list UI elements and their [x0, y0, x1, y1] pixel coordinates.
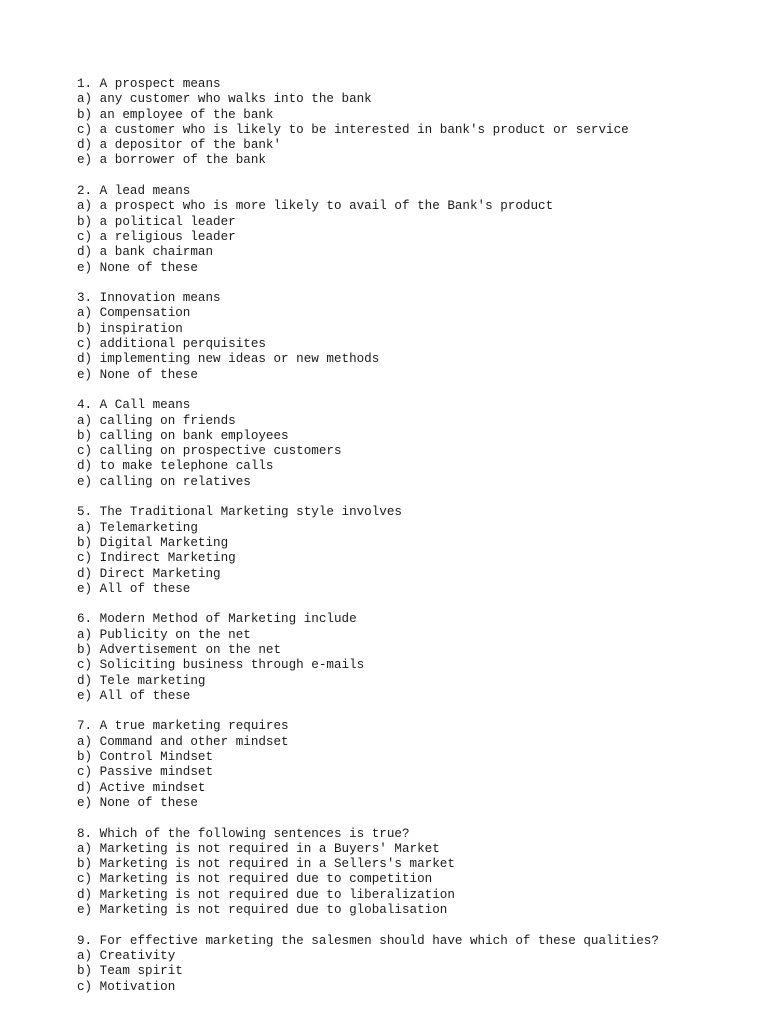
answer-option: d) to make telephone calls	[77, 459, 274, 474]
question-text: 9. For effective marketing the salesmen should have which of these qualities?	[77, 933, 659, 948]
answer-option: b) a political leader	[77, 214, 236, 229]
question-text: 8. Which of the following sentences is true?	[77, 826, 410, 841]
answer-option: b) inspiration	[77, 321, 183, 336]
question-text: 7. A true marketing requires	[77, 719, 289, 734]
answer-option: b) calling on bank employees	[77, 428, 289, 443]
question-text: 3. Innovation means	[77, 291, 221, 306]
answer-option: b) an employee of the bank	[77, 107, 274, 122]
answer-option: c) calling on prospective customers	[77, 444, 342, 459]
answer-option: a) any customer who walks into the bank	[77, 92, 372, 107]
answer-option: b) Advertisement on the net	[77, 642, 282, 657]
question-block	[77, 398, 757, 490]
answer-option: c) Marketing is not required due to competition	[77, 872, 433, 887]
question-text: 4. A Call means	[77, 398, 191, 413]
answer-option: d) a depositor of the bank'	[77, 138, 282, 153]
question-list	[77, 77, 757, 1010]
question-text: 5. The Traditional Marketing style involves	[77, 505, 402, 520]
question-block	[77, 612, 757, 704]
answer-option: c) a customer who is likely to be interested in bank's product or service	[77, 122, 629, 137]
question-block	[77, 934, 757, 995]
answer-option: d) Marketing is not required due to liberalization	[77, 887, 455, 902]
answer-option: e) a borrower of the bank	[77, 153, 266, 168]
answer-option: c) additional perquisites	[77, 337, 266, 352]
answer-option: a) Compensation	[77, 306, 191, 321]
question-block	[77, 291, 757, 383]
answer-option: a) Creativity	[77, 948, 176, 963]
answer-option: a) calling on friends	[77, 413, 236, 428]
question-block	[77, 77, 757, 169]
answer-option: e) None of these	[77, 367, 198, 382]
answer-option: d) Tele marketing	[77, 673, 206, 688]
answer-option: a) Marketing is not required in a Buyers' Market	[77, 841, 440, 856]
answer-option: e) None of these	[77, 795, 198, 810]
answer-option: c) Soliciting business through e-mails	[77, 658, 365, 673]
answer-option: c) Passive mindset	[77, 765, 214, 780]
answer-option: c) Motivation	[77, 979, 176, 994]
question-block	[77, 505, 757, 597]
answer-option: e) calling on relatives	[77, 474, 251, 489]
question-block	[77, 719, 757, 811]
answer-option: d) implementing new ideas or new methods	[77, 352, 380, 367]
answer-option: c) a religious leader	[77, 229, 236, 244]
answer-option: d) Direct Marketing	[77, 566, 221, 581]
answer-option: e) All of these	[77, 688, 191, 703]
answer-option: e) All of these	[77, 581, 191, 596]
question-text: 1. A prospect means	[77, 77, 221, 91]
answer-option: a) Publicity on the net	[77, 627, 251, 642]
question-text: 2. A lead means	[77, 184, 191, 199]
answer-option: a) Telemarketing	[77, 520, 198, 535]
answer-option: b) Control Mindset	[77, 750, 214, 765]
question-block	[77, 827, 757, 919]
answer-option: e) Marketing is not required due to globalisation	[77, 903, 448, 918]
answer-option: c) Indirect Marketing	[77, 551, 236, 566]
answer-option: b) Digital Marketing	[77, 535, 229, 550]
answer-option: b) Marketing is not required in a Sellers's market	[77, 857, 455, 872]
answer-option: e) None of these	[77, 260, 198, 275]
question-block	[77, 184, 757, 276]
answer-option: a) Command and other mindset	[77, 734, 289, 749]
answer-option: d) a bank chairman	[77, 245, 214, 260]
answer-option: a) a prospect who is more likely to avail of the Bank's product	[77, 199, 554, 214]
answer-option: b) Team spirit	[77, 964, 183, 979]
question-text: 6. Modern Method of Marketing include	[77, 612, 357, 627]
answer-option: d) Active mindset	[77, 780, 206, 795]
